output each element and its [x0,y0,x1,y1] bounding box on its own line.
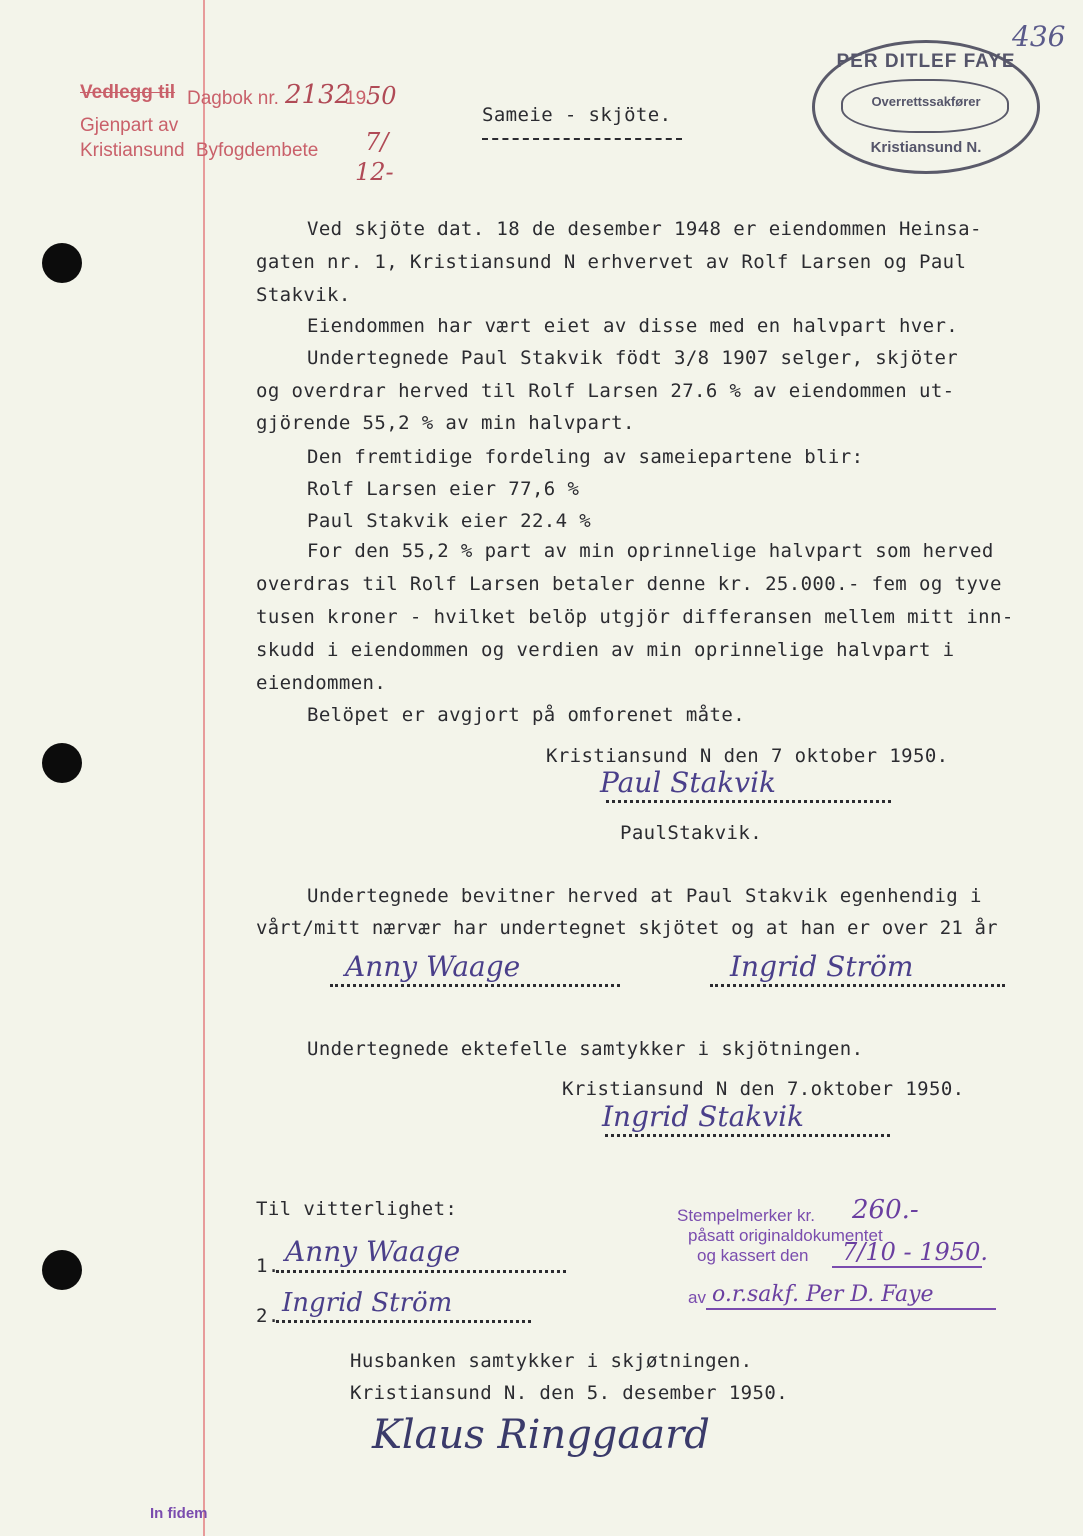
header-struck-text: Vedlegg til [80,82,176,103]
stamp-place: Kristiansund N. [870,139,982,156]
body-line: Rolf Larsen eier 77,6 % [307,478,580,500]
body-line: Ved skjöte dat. 18 de desember 1948 er eiendommen Heinsa- [307,218,982,240]
lawyer-stamp [812,40,1040,174]
header-gjenpart: Gjenpart av [80,115,179,136]
witness-signature-b: Ingrid Ström [730,950,914,983]
husbanken-consent: Husbanken samtykker i skjøtningen. [350,1350,753,1372]
place-date-3: Kristiansund N. den 5. desember 1950. [350,1382,789,1404]
in-fidem-stamp: In fidem [150,1505,208,1522]
stempel-text: påsatt originaldokumentet [688,1226,883,1245]
header-dagbok-label: Dagbok nr. [187,88,279,109]
vitterlighet-number: 2. [256,1305,280,1327]
page-number: 436 [1012,20,1066,53]
punch-hole [42,243,82,283]
place-date-1: Kristiansund N den 7 oktober 1950. [546,745,949,767]
vitterlighet-label: Til vitterlighet: [256,1198,458,1220]
header-date-top: 7/ [365,128,389,156]
vitterlighet-line-2 [276,1320,531,1323]
witness-line-a [330,984,620,987]
witness-statement: vårt/mitt nærvær har undertegnet skjötet og at han er over 21 år [256,917,998,939]
vitterlighet-signature-1: Anny Waage [285,1235,461,1268]
body-line: gjörende 55,2 % av min halvpart. [256,412,635,434]
body-line: Eiendommen har vært eiet av disse med en halvpart hver. [307,315,959,337]
punch-hole [42,743,82,783]
stamp-name: PER DITLEF FAYE [836,51,1016,72]
header-office: Kristiansund Byfogdembete [80,140,319,161]
body-line: overdras til Rolf Larsen betaler denne kr. 25.000.- fem og tyve [256,573,1002,595]
vitterlighet-line-1 [276,1270,566,1273]
header-year-printed: 19 [345,88,367,109]
margin-line [203,0,205,1536]
body-line: Undertegnede Paul Stakvik födt 3/8 1907 selger, skjöter [307,347,959,369]
stempel-signature-line [706,1308,996,1310]
signer-name: PaulStakvik. [620,822,763,844]
stempel-kassert: og kassert den [697,1246,809,1265]
signature-line-1 [606,800,891,803]
signature-line-2 [605,1134,890,1137]
stempel-date-line [832,1266,982,1268]
title-underline [482,138,682,140]
body-line: gaten nr. 1, Kristiansund N erhvervet av Rolf Larsen og Paul [256,251,967,273]
body-line: tusen kroner - hvilket belöp utgjör differansen mellem mitt inn- [256,606,1014,628]
body-line: For den 55,2 % part av min oprinnelige halvpart som herved [307,540,994,562]
body-line: Paul Stakvik eier 22.4 % [307,510,592,532]
stempel-amount: 260.- [852,1195,919,1225]
stempel-label: Stempelmerker kr. [677,1206,815,1225]
stamp-title: Overrettssakfører [871,94,981,109]
place-date-2: Kristiansund N den 7.oktober 1950. [562,1078,965,1100]
signature-paul-stakvik: Paul Stakvik [600,766,776,799]
punch-hole [42,1250,82,1290]
witness-signature-a: Anny Waage [345,950,521,983]
body-line: og overdrar herved til Rolf Larsen 27.6 % av eiendommen ut- [256,380,955,402]
signature-ingrid-stakvik: Ingrid Stakvik [602,1100,805,1133]
document-title: Sameie - skjöte. [482,104,672,126]
body-line: Den fremtidige fordeling av sameiepartene blir: [307,446,864,468]
header-dagbok-number: 2132 [285,80,352,110]
stempel-date: 7/10 - 1950. [842,1238,988,1266]
witness-statement: Undertegnede bevitner herved at Paul Stakvik egenhendig i [307,885,982,907]
body-line: Stakvik. [256,284,351,306]
stempel-signature: o.r.sakf. Per D. Faye [712,1282,934,1307]
witness-line-b [710,984,1005,987]
spouse-consent: Undertegnede ektefelle samtykker i skjötningen. [307,1038,864,1060]
body-line: skudd i eiendommen og verdien av min oprinnelige halvpart i [256,639,955,661]
stempel-av: av [688,1288,706,1307]
signature-husbanken: Klaus Ringgaard [372,1412,710,1458]
vitterlighet-signature-2: Ingrid Ström [282,1288,453,1318]
body-line: Belöpet er avgjort på omforenet måte. [307,704,746,726]
vitterlighet-number: 1. [256,1255,280,1277]
header-year-handwritten: 50 [366,82,397,110]
header-date-bottom: 12- [355,158,394,186]
body-line: eiendommen. [256,672,387,694]
